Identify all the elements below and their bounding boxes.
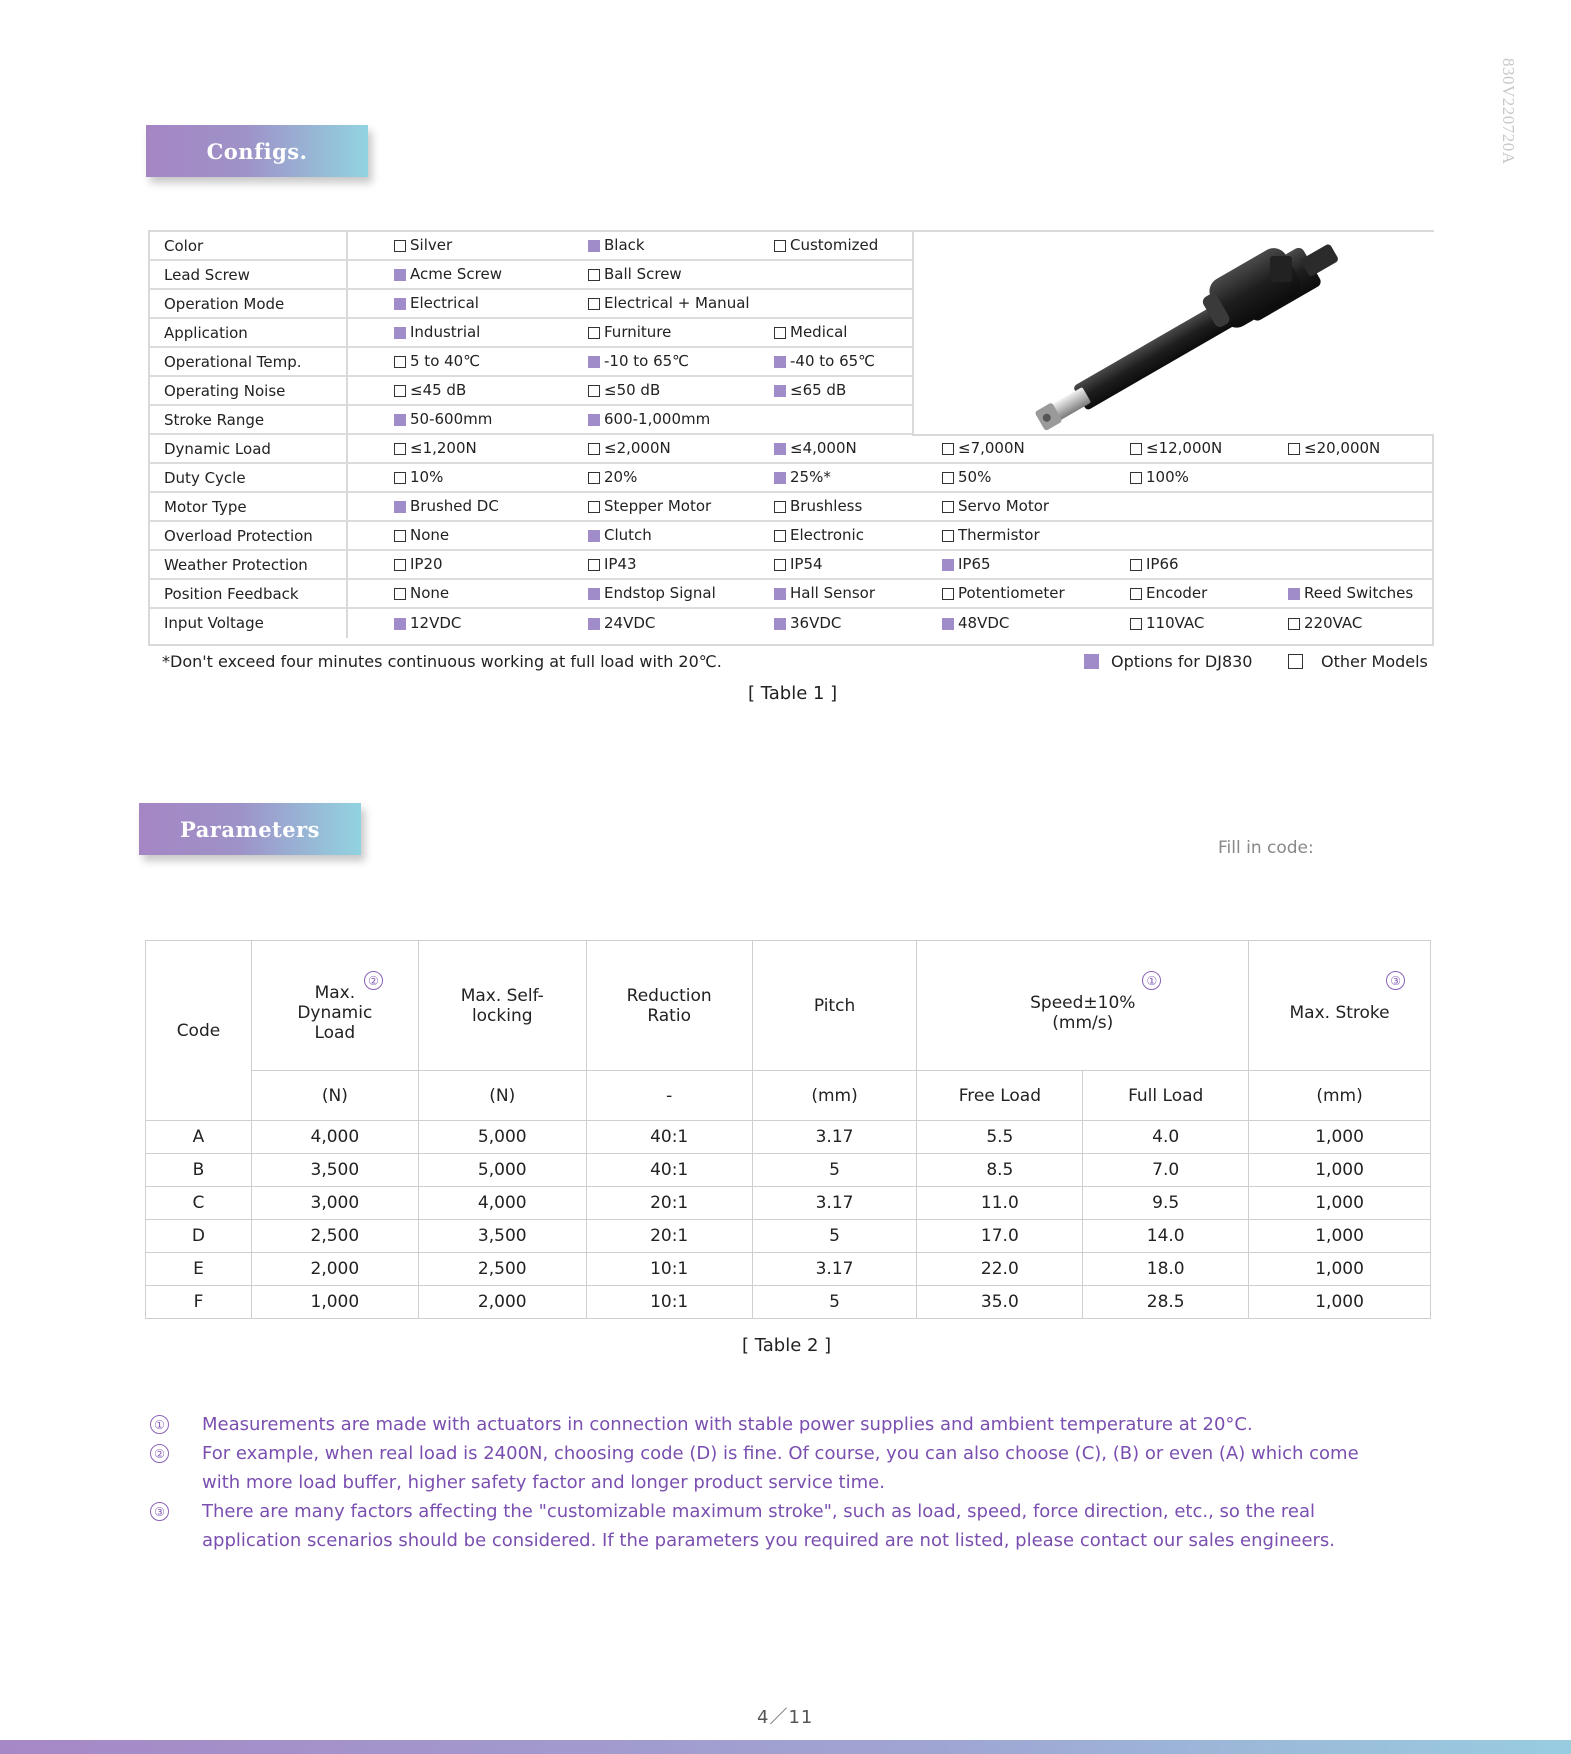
config-option-text: 48VDC [958,614,1010,632]
config-option-text: IP65 [958,555,991,573]
config-option [588,406,710,433]
config-option [394,522,449,549]
page-number: 4／11 [757,1707,814,1728]
config-option-text: ≤45 dB [410,381,467,399]
table-row [146,1286,1431,1319]
note-marker-3-icon: ③ [1386,971,1405,990]
config-row [150,493,1432,522]
empty-square-icon [588,472,600,484]
config-option [588,232,645,259]
document-code: 830V220720A [1499,58,1518,165]
config-option [394,493,499,520]
filled-square-icon [588,356,600,368]
cell-load: 4,000 [251,1121,418,1154]
cell-pitch: 5 [752,1286,917,1319]
config-option-text: Industrial [410,323,481,341]
legend-on-label: Options for DJ830 [1111,652,1253,671]
config-row [150,551,1432,580]
empty-square-icon [774,327,786,339]
empty-square-icon [394,356,406,368]
unit-full-load: Full Load [1083,1071,1249,1121]
configs-footnote: *Don't exceed four minutes continuous working at full load with 20℃. [162,652,722,671]
empty-square-icon [774,240,786,252]
header-code [146,941,252,1121]
empty-square-icon [394,443,406,455]
config-option [588,348,689,375]
config-option-text: Thermistor [958,526,1040,544]
config-option-text: Customized [790,236,879,254]
cell-full: 9.5 [1083,1187,1249,1220]
filled-square-icon [774,385,786,397]
empty-square-icon [774,559,786,571]
config-row-label: Application [150,319,348,346]
cell-ratio: 40:1 [586,1154,752,1187]
config-option-text: ≤20,000N [1304,439,1381,457]
empty-square-icon [942,530,954,542]
empty-square-icon [774,530,786,542]
filled-square-icon [588,414,600,426]
config-option-text: 24VDC [604,614,656,632]
cell-free: 17.0 [917,1220,1083,1253]
cell-self-lock: 2,000 [418,1286,586,1319]
config-option [1288,609,1362,638]
header-pitch [752,941,917,1071]
empty-square-icon [588,269,600,281]
cell-stroke: 1,000 [1249,1187,1431,1220]
cell-code: D [146,1220,252,1253]
config-row [150,348,912,377]
unit-self-locking: (N) [418,1071,586,1121]
config-option-text: ≤12,000N [1146,439,1223,457]
filled-square-icon [394,618,406,630]
config-option-text: 220VAC [1304,614,1363,632]
filled-square-icon [774,588,786,600]
config-option [774,464,831,491]
note-marker-1-icon: ① [1142,971,1161,990]
config-option [942,522,1040,549]
legend-filled-square-icon [1084,654,1099,669]
configs-legend-other [1288,652,1428,671]
config-option-text: Acme Screw [410,265,502,283]
cell-full: 18.0 [1083,1253,1249,1286]
parameters-table [145,940,1431,1319]
empty-square-icon [394,385,406,397]
config-row-label: Duty Cycle [150,464,348,491]
empty-square-icon [1288,618,1300,630]
config-option [774,319,847,346]
config-option-text: 36VDC [790,614,842,632]
empty-square-icon [588,443,600,455]
config-option [774,377,846,404]
config-option [394,551,443,578]
config-option-text: Furniture [604,323,672,341]
empty-square-icon [588,385,600,397]
header-reduction-ratio-label: Reduction Ratio [626,985,712,1026]
config-row [150,377,912,406]
config-option-text: Potentiometer [958,584,1065,602]
cell-free: 11.0 [917,1187,1083,1220]
unit-pitch: (mm) [752,1071,917,1121]
config-row-label: Lead Screw [150,261,348,288]
filled-square-icon [588,240,600,252]
empty-square-icon [942,443,954,455]
config-option-text: Endstop Signal [604,584,716,602]
config-row-label: Motor Type [150,493,348,520]
unit-load: (N) [251,1071,418,1121]
cell-pitch: 3.17 [752,1187,917,1220]
config-option-text: ≤1,200N [410,439,477,457]
config-row-label: Dynamic Load [150,435,348,462]
config-row [150,232,912,261]
note-text: For example, when real load is 2400N, choosing code (D) is fine. Of course, you can also choose (C), (B) or even (A) which come with more load buffer, higher safety factor and longer product service time. [202,1443,1359,1493]
config-option [588,261,682,288]
header-max-stroke [1249,941,1431,1071]
filled-square-icon [774,618,786,630]
config-option [394,290,479,317]
cell-full: 7.0 [1083,1154,1249,1187]
config-row-label: Position Feedback [150,580,348,607]
config-option [588,377,660,404]
empty-square-icon [1130,443,1142,455]
config-option-text: 110VAC [1146,614,1205,632]
parameters-title: Parameters [179,816,321,842]
config-option [942,435,1025,462]
header-reduction-ratio [586,941,752,1071]
config-option [394,377,466,404]
empty-square-icon [588,501,600,513]
config-option [588,290,750,317]
config-option-text: ≤2,000N [604,439,671,457]
cell-full: 14.0 [1083,1220,1249,1253]
config-option-text: None [410,526,450,544]
legend-off-label: Other Models [1321,652,1428,671]
filled-square-icon [942,618,954,630]
filled-square-icon [1288,588,1300,600]
linear-actuator-illustration [914,232,1432,432]
empty-square-icon [1130,618,1142,630]
cell-self-lock: 5,000 [418,1154,586,1187]
fill-in-code-label: Fill in code: [1218,838,1314,858]
filled-square-icon [394,501,406,513]
config-option [588,464,637,491]
header-speed [917,941,1249,1071]
header-code-label: Code [176,1020,221,1041]
note-text: Measurements are made with actuators in connection with stable power supplies and ambient temperature at 20°C. [202,1414,1253,1435]
config-row-label: Operating Noise [150,377,348,404]
config-option [1288,580,1413,607]
config-option-text: Brushed DC [410,497,499,515]
empty-square-icon [1130,559,1142,571]
config-option-text: Electrical [410,294,479,312]
config-row-label: Color [150,232,348,259]
cell-load: 2,000 [251,1253,418,1286]
actuator-product-image [912,232,1434,436]
note-marker-2-icon: ② [364,971,383,990]
cell-self-lock: 5,000 [418,1121,586,1154]
config-option [588,522,652,549]
config-row [150,319,912,348]
config-row [150,464,1432,493]
table1-caption: [ Table 1 ] [748,683,838,704]
config-option-text: -40 to 65℃ [790,352,876,370]
config-option-text: IP54 [790,555,823,573]
config-option [588,319,671,346]
config-option [1130,551,1179,578]
filled-square-icon [394,327,406,339]
config-row-label: Overload Protection [150,522,348,549]
header-speed-label: Speed±10% (mm/s) [1030,992,1136,1033]
config-option [394,319,480,346]
empty-square-icon [942,472,954,484]
config-option [394,232,452,259]
cell-full: 4.0 [1083,1121,1249,1154]
note-text: There are many factors affecting the "customizable maximum stroke", such as load, speed, force direction, etc., so the real application scenarios should be considered. If the parameters you required are not listed, please contact our sales engineers. [202,1501,1336,1551]
config-option [774,348,875,375]
config-row-label: Input Voltage [150,609,348,638]
config-option [942,551,991,578]
parameters-section-tag [139,803,361,855]
filled-square-icon [588,530,600,542]
cell-pitch: 5 [752,1154,917,1187]
config-option [1288,435,1380,462]
configs-section-tag [146,125,368,177]
cell-code: E [146,1253,252,1286]
config-option-text: Stepper Motor [604,497,712,515]
config-row [150,261,912,290]
cell-ratio: 40:1 [586,1121,752,1154]
unit-free-load: Free Load [917,1071,1083,1121]
empty-square-icon [394,588,406,600]
config-option [394,464,443,491]
config-option-text: ≤50 dB [604,381,661,399]
config-option [774,551,823,578]
empty-square-icon [588,298,600,310]
config-option [394,435,477,462]
table-row [146,1121,1431,1154]
cell-load: 1,000 [251,1286,418,1319]
filled-square-icon [394,269,406,281]
filled-square-icon [588,588,600,600]
config-option-text: Electronic [790,526,864,544]
table-row [146,1187,1431,1220]
config-option [942,580,1065,607]
config-option-text: Clutch [604,526,652,544]
empty-square-icon [1130,472,1142,484]
config-option [774,580,875,607]
config-option-text: 100% [1146,468,1189,486]
config-option-text: Ball Screw [604,265,682,283]
config-option [1130,464,1189,491]
empty-square-icon [774,501,786,513]
filled-square-icon [942,559,954,571]
cell-ratio: 10:1 [586,1253,752,1286]
unit-ratio: - [586,1071,752,1121]
config-option [774,522,864,549]
cell-pitch: 3.17 [752,1121,917,1154]
cell-free: 5.5 [917,1121,1083,1154]
config-option-text: Black [604,236,645,254]
config-option-text: None [410,584,450,602]
config-option [588,609,655,638]
note-item [150,1497,1400,1555]
config-option-text: 50% [958,468,992,486]
config-option-text: Hall Sensor [790,584,875,602]
note-item [150,1410,1400,1439]
config-option [1130,580,1207,607]
cell-self-lock: 4,000 [418,1187,586,1220]
legend-empty-square-icon [1288,654,1303,669]
config-option-text: 20% [604,468,638,486]
config-option-text: 10% [410,468,444,486]
config-option [588,580,716,607]
header-max-self-locking [418,941,586,1071]
config-row [150,406,912,435]
config-option [774,609,841,638]
cell-stroke: 1,000 [1249,1220,1431,1253]
configs-title: Configs. [206,138,308,164]
note-item [150,1439,1400,1497]
empty-square-icon [394,530,406,542]
config-option-text: IP66 [1146,555,1179,573]
filled-square-icon [394,414,406,426]
config-row-label: Weather Protection [150,551,348,578]
cell-load: 3,000 [251,1187,418,1220]
bottom-gradient-bar [0,1740,1571,1754]
header-max-stroke-label: Max. Stroke [1289,1002,1390,1023]
empty-square-icon [394,559,406,571]
cell-free: 35.0 [917,1286,1083,1319]
config-option-text: IP43 [604,555,637,573]
cell-ratio: 10:1 [586,1286,752,1319]
header-max-dynamic-load [251,941,418,1071]
table-row [146,1220,1431,1253]
config-row [150,290,912,319]
table-row [146,1253,1431,1286]
config-option-text: ≤7,000N [958,439,1025,457]
config-option-text: -10 to 65℃ [604,352,690,370]
config-option [394,348,480,375]
config-option [394,609,461,638]
cell-code: B [146,1154,252,1187]
config-option-text: IP20 [410,555,443,573]
empty-square-icon [942,501,954,513]
config-row [150,522,1432,551]
config-option [588,551,637,578]
empty-square-icon [394,240,406,252]
config-option [774,493,862,520]
cell-ratio: 20:1 [586,1187,752,1220]
config-row-label: Operation Mode [150,290,348,317]
config-option [774,435,857,462]
config-option [942,464,991,491]
cell-code: F [146,1286,252,1319]
config-option [774,232,878,259]
config-option [1130,609,1204,638]
table2-caption: [ Table 2 ] [742,1335,832,1356]
cell-self-lock: 3,500 [418,1220,586,1253]
cell-stroke: 1,000 [1249,1121,1431,1154]
cell-load: 3,500 [251,1154,418,1187]
config-option [394,261,502,288]
config-row [150,435,1432,464]
cell-self-lock: 2,500 [418,1253,586,1286]
config-option [394,580,449,607]
config-option-text: Encoder [1146,584,1208,602]
config-row [150,609,1432,638]
cell-free: 8.5 [917,1154,1083,1187]
config-row-label: Operational Temp. [150,348,348,375]
cell-stroke: 1,000 [1249,1253,1431,1286]
config-option [588,435,671,462]
empty-square-icon [394,472,406,484]
config-option-text: 50-600mm [410,410,493,428]
note-number-icon: ② [150,1444,169,1463]
table-row [146,1154,1431,1187]
config-option-text: ≤4,000N [790,439,857,457]
cell-stroke: 1,000 [1249,1286,1431,1319]
config-row-label: Stroke Range [150,406,348,433]
config-option-text: Medical [790,323,848,341]
cell-stroke: 1,000 [1249,1154,1431,1187]
cell-code: A [146,1121,252,1154]
header-max-dynamic-load-label: Max. Dynamic Load [297,982,373,1043]
config-option-text: 12VDC [410,614,462,632]
filled-square-icon [588,618,600,630]
note-number-icon: ① [150,1415,169,1434]
note-number-icon: ③ [150,1502,169,1521]
empty-square-icon [588,327,600,339]
empty-square-icon [1288,443,1300,455]
filled-square-icon [394,298,406,310]
empty-square-icon [588,559,600,571]
empty-square-icon [1130,588,1142,600]
config-option [942,609,1009,638]
config-option-text: 25%* [790,468,831,486]
configs-legend [1084,652,1252,671]
filled-square-icon [774,472,786,484]
header-pitch-label: Pitch [813,995,856,1016]
config-option-text: Electrical + Manual [604,294,750,312]
cell-free: 22.0 [917,1253,1083,1286]
configs-table [148,230,1434,646]
config-option-text: 5 to 40℃ [410,352,481,370]
config-option-text: Brushless [790,497,863,515]
config-option [588,493,711,520]
cell-pitch: 3.17 [752,1253,917,1286]
unit-stroke: (mm) [1249,1071,1431,1121]
filled-square-icon [774,443,786,455]
config-option-text: Silver [410,236,453,254]
empty-square-icon [942,588,954,600]
config-option [1130,435,1222,462]
cell-full: 28.5 [1083,1286,1249,1319]
config-row [150,580,1432,609]
config-option-text: ≤65 dB [790,381,847,399]
cell-load: 2,500 [251,1220,418,1253]
header-max-self-locking-label: Max. Self-locking [460,985,544,1026]
filled-square-icon [774,356,786,368]
cell-ratio: 20:1 [586,1220,752,1253]
config-option-text: Servo Motor [958,497,1050,515]
cell-code: C [146,1187,252,1220]
cell-pitch: 5 [752,1220,917,1253]
config-option-text: Reed Switches [1304,584,1414,602]
config-option-text: 600-1,000mm [604,410,711,428]
config-option [394,406,492,433]
config-option [942,493,1049,520]
